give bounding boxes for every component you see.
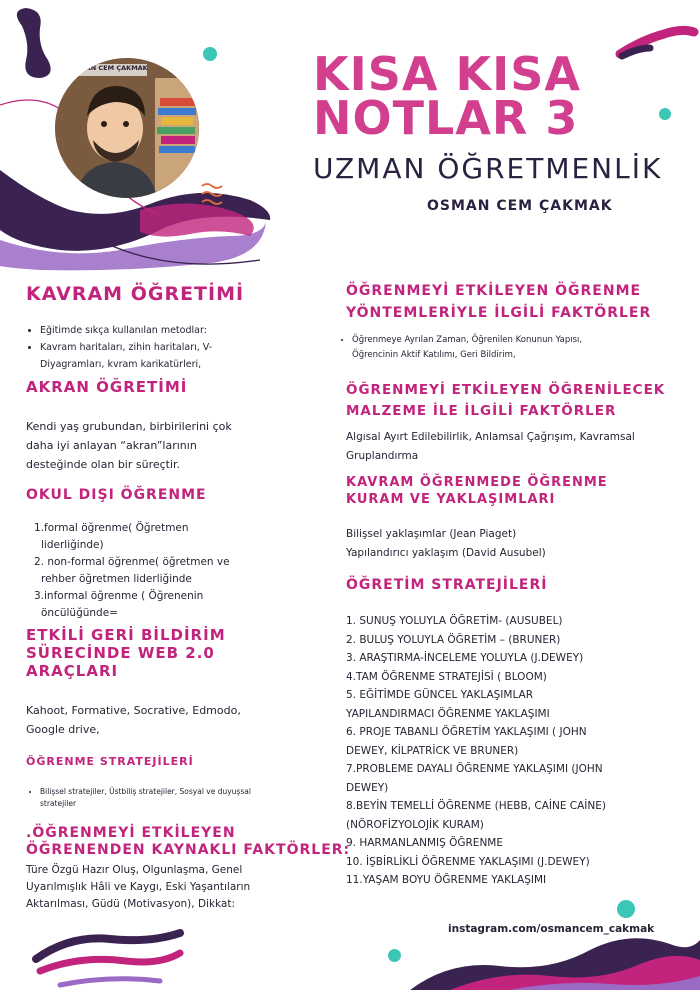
list-item: 11.YAŞAM BOYU ÖĞRENME YAKLAŞIMI xyxy=(346,874,547,886)
akran-text xyxy=(26,417,316,474)
text-line: Uyarılmışlık Hâli ve Kaygı, Eski Yaşantıların xyxy=(26,881,251,893)
text-line: Kahoot, Formative, Socrative, Edmodo, xyxy=(26,704,241,717)
author-name: OSMAN CEM ÇAKMAK xyxy=(427,198,613,214)
teal-dot xyxy=(617,900,635,918)
list-item: 7.PROBLEME DAYALI ÖĞRENME YAKLAŞIMI (JOHN xyxy=(346,763,603,775)
list-item-continuation: Öğrencinin Aktif Katılımı, Geri Bildirim, xyxy=(352,350,516,360)
bottom-left-wave-shape xyxy=(30,925,200,990)
ogrenme-stratejileri-heading: ÖĞRENME STRATEJİLERİ xyxy=(26,755,194,768)
avatar-caption: OSMAN CEM ÇAKMAK xyxy=(69,64,148,72)
teal-dot xyxy=(203,47,217,61)
heading-line: .ÖĞRENMEYİ ETKİLEYEN xyxy=(26,825,236,841)
list-item: rehber öğretmen liderliğinde xyxy=(41,573,192,585)
heading-line: YÖNTEMLERİYLE İLGİLİ FAKTÖRLER xyxy=(346,305,652,321)
text-line: Algısal Ayırt Edilebilirlik, Anlamsal Çağrışım, Kavramsal xyxy=(346,431,635,443)
list-item: öncülüğünde= xyxy=(41,607,118,619)
top-right-wave-shape xyxy=(612,20,700,65)
yontem-heading xyxy=(346,280,651,324)
list-item: DEWEY, KİLPATRİCK VE BRUNER) xyxy=(346,744,519,757)
ogretim-stratejileri-list xyxy=(346,612,606,890)
text-line: Google drive, xyxy=(26,723,100,736)
list-item: 8.BEYİN TEMELLİ ÖĞRENME (HEBB, CAİNE CAİNE) xyxy=(346,800,606,812)
list-item: 5. EĞİTİMDE GÜNCEL YAKLAŞIMLAR xyxy=(346,689,534,701)
text-line: Gruplandırma xyxy=(346,450,419,462)
zigzag-icon xyxy=(200,182,226,210)
avatar xyxy=(55,58,199,198)
heading-line: ÖĞRENMEYİ ETKİLEYEN ÖĞRENİLECEK xyxy=(346,382,666,398)
text-line: Yapılandırıcı yaklaşım (David Ausubel) xyxy=(346,547,546,559)
list-item: 9. HARMANLANMIŞ ÖĞRENME xyxy=(346,837,503,849)
list-item: • Eğitimde sıkça kullanılan metodlar: xyxy=(40,322,316,339)
list-item: 1. SUNUŞ YOLUYLA ÖĞRETİM- (AUSUBEL) xyxy=(346,615,563,627)
geri-bildirim-text xyxy=(26,701,316,739)
text-line: daha iyi anlayan “akran”larının xyxy=(26,439,197,452)
heading-line: ÖĞRENMEYİ ETKİLEYEN ÖĞRENME xyxy=(346,283,642,299)
list-item: liderliğinde) xyxy=(41,539,104,551)
list-item: YAPILANDIRMACI ÖĞRENME YAKLAŞIMI xyxy=(346,707,550,720)
instagram-handle: instagram.com/osmancem_cakmak xyxy=(448,923,655,935)
geri-bildirim-heading xyxy=(26,626,226,680)
heading-line: ÖĞRENENDEN KAYNAKLI FAKTÖRLER: xyxy=(26,842,351,858)
list-item: • Öğrenmeye Ayrılan Zaman, Öğrenilen Konunun Yapısı, xyxy=(352,333,688,348)
subtitle: UZMAN ÖĞRETMENLİK xyxy=(313,152,663,185)
malzeme-text xyxy=(346,428,691,466)
list-item: • Bilişsel stratejiler, Üstbiliş stratejiler, Sosyal ve duyuşsal xyxy=(40,786,316,798)
avatar-illustration xyxy=(55,58,199,198)
list-item-continuation: stratejiler xyxy=(40,799,77,808)
ogrenme-stratejileri-list xyxy=(26,786,316,810)
title-line-2: NOTLAR 3 xyxy=(313,91,579,145)
kuram-text xyxy=(346,525,686,563)
title-line-1: KISA KISA xyxy=(313,47,581,101)
text-line: desteğinde olan bir süreçtir. xyxy=(26,458,181,471)
list-item-continuation: Diyagramları, kvram karikatürleri, xyxy=(40,359,202,370)
okul-heading: OKUL DIŞI ÖĞRENME xyxy=(26,487,207,503)
heading-line: MALZEME İLE İLGİLİ FAKTÖRLER xyxy=(346,403,617,419)
list-item: 6. PROJE TABANLI ÖĞRETİM YAKLAŞIMI ( JOHN xyxy=(346,726,587,738)
list-item: 1.formal öğrenme( Öğretmen xyxy=(34,522,189,534)
heading-line: KURAM VE YAKLAŞIMLARI xyxy=(346,492,556,507)
heading-line: KAVRAM ÖĞRENMEDE ÖĞRENME xyxy=(346,475,608,490)
text-line: Türe Özgü Hazır Oluş, Olgunlaşma, Genel xyxy=(26,864,243,876)
text-line: Aktarılması, Güdü (Motivasyon), Dikkat: xyxy=(26,898,236,910)
list-item: 2. non-formal öğrenme( öğretmen ve xyxy=(34,556,230,568)
text-line: Kendi yaş grubundan, birbirilerini çok xyxy=(26,420,232,433)
list-item: DEWEY) xyxy=(346,781,389,794)
list-item: • Kavram haritaları, zihin haritaları, V- xyxy=(40,339,316,356)
list-item: 2. BULUŞ YOLUYLA ÖĞRETİM – (BRUNER) xyxy=(346,633,561,646)
heading-line: ARAÇLARI xyxy=(26,662,119,680)
malzeme-heading xyxy=(346,380,665,422)
ogretim-stratejileri-heading: ÖĞRETİM STRATEJİLERİ xyxy=(346,577,548,593)
faktor-heading xyxy=(26,825,350,859)
list-item: 3. ARAŞTIRMA-İNCELEME YOLUYLA (J.DEWEY) xyxy=(346,652,584,664)
faktor-text xyxy=(26,862,326,913)
list-item: 4.TAM ÖĞRENME STRATEJİSİ ( BLOOM) xyxy=(346,670,547,683)
kavram-heading: KAVRAM ÖĞRETİMİ xyxy=(26,283,245,305)
okul-list xyxy=(34,520,230,622)
list-item: 10. İŞBİRLİKLİ ÖĞRENME YAKLAŞIMI (J.DEWEY) xyxy=(346,855,590,868)
bottom-right-wave-shape xyxy=(390,930,700,990)
kuram-heading xyxy=(346,474,608,508)
heading-line: SÜRECİNDE WEB 2.0 xyxy=(26,644,215,662)
kavram-list xyxy=(26,322,316,373)
list-item: 3.informal öğrenme ( Öğrenenin xyxy=(34,590,204,602)
yontem-list xyxy=(338,333,688,363)
heading-line: ETKİLİ GERİ BİLDİRİM xyxy=(26,626,226,644)
akran-heading: AKRAN ÖĞRETİMİ xyxy=(26,378,188,396)
list-item: (NÖROFİZYOLOJİK KURAM) xyxy=(346,818,484,831)
teal-dot xyxy=(659,108,671,120)
text-line: Bilişsel yaklaşımlar (Jean Piaget) xyxy=(346,528,517,540)
